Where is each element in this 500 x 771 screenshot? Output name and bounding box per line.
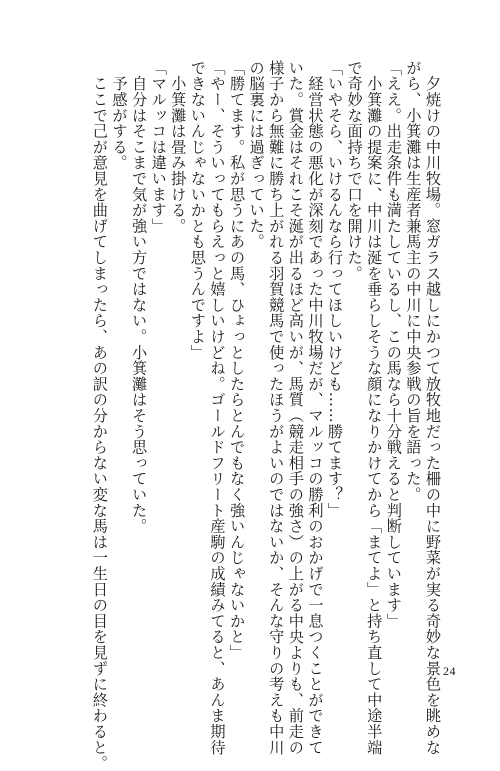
text-line: 小箕灘の提案に、中川は涎を垂らしそうな顔になりかけてから「まてよ」と持ち直して中途半端 <box>365 60 384 756</box>
text-line: 「やー、そういってもらえっと嬉しいけどね。ゴールドフリート産駒の成績みてると、あんま期待 <box>208 60 227 756</box>
text-line: 「いやそら、いけるんなら行ってほしいけども……勝てます？」 <box>326 60 345 519</box>
text-line: 小箕灘は畳み掛ける。 <box>169 60 188 234</box>
text-line: 「ええ。出走条件も満たしているし、この馬なら十分戦えると判断しています」 <box>384 60 403 629</box>
text-line: 様子から無難に勝ち上がれる羽賀競馬で使ったほうがよいのではないか、そんな守りの考えも中川 <box>267 60 286 756</box>
text-line: の脳裏には過ぎっていた。 <box>247 60 266 250</box>
text-line: 予感がする。 <box>110 60 129 171</box>
page-number: 24 <box>443 664 456 678</box>
text-line: がら、小箕灘は生産者兼馬主の中川に中央参戦の旨を語った。 <box>404 60 423 503</box>
text-line: で奇妙な面持ちで口を開けた。 <box>345 60 364 282</box>
text-line: 経営状態の悪化が深刻であった中川牧場だが、マルッコの勝利のおかげで一息つくことができて <box>306 60 325 756</box>
text-line: 自分はそこまで気が強い方ではない。小箕灘はそう思っていた。 <box>130 60 149 534</box>
text-line: ここで己が意見を曲げてしまったら、あの訳の分からない変な馬は一生日の目を見ずに終わると。 <box>90 60 109 771</box>
text-line: いた。賞金はそれこそ涎が出るほど高いが、馬質（競走相手の強さ）の上がる中央よりも、前走の <box>286 60 305 756</box>
text-line: できないんじゃないかとも思うんですよ」 <box>188 60 207 361</box>
text-line: 夕焼けの中川牧場。窓ガラス越しにかつて放牧地だった柵の中に野菜が実る奇妙な景色を眺めな <box>424 60 442 756</box>
text-line: 「勝てます。私が思うにあの馬、ひょっとしたらとんでもなく強いんじゃないかと」 <box>228 60 247 661</box>
text-line: 「マルッコは違います」 <box>149 60 168 234</box>
vertical-text-body <box>89 60 442 771</box>
